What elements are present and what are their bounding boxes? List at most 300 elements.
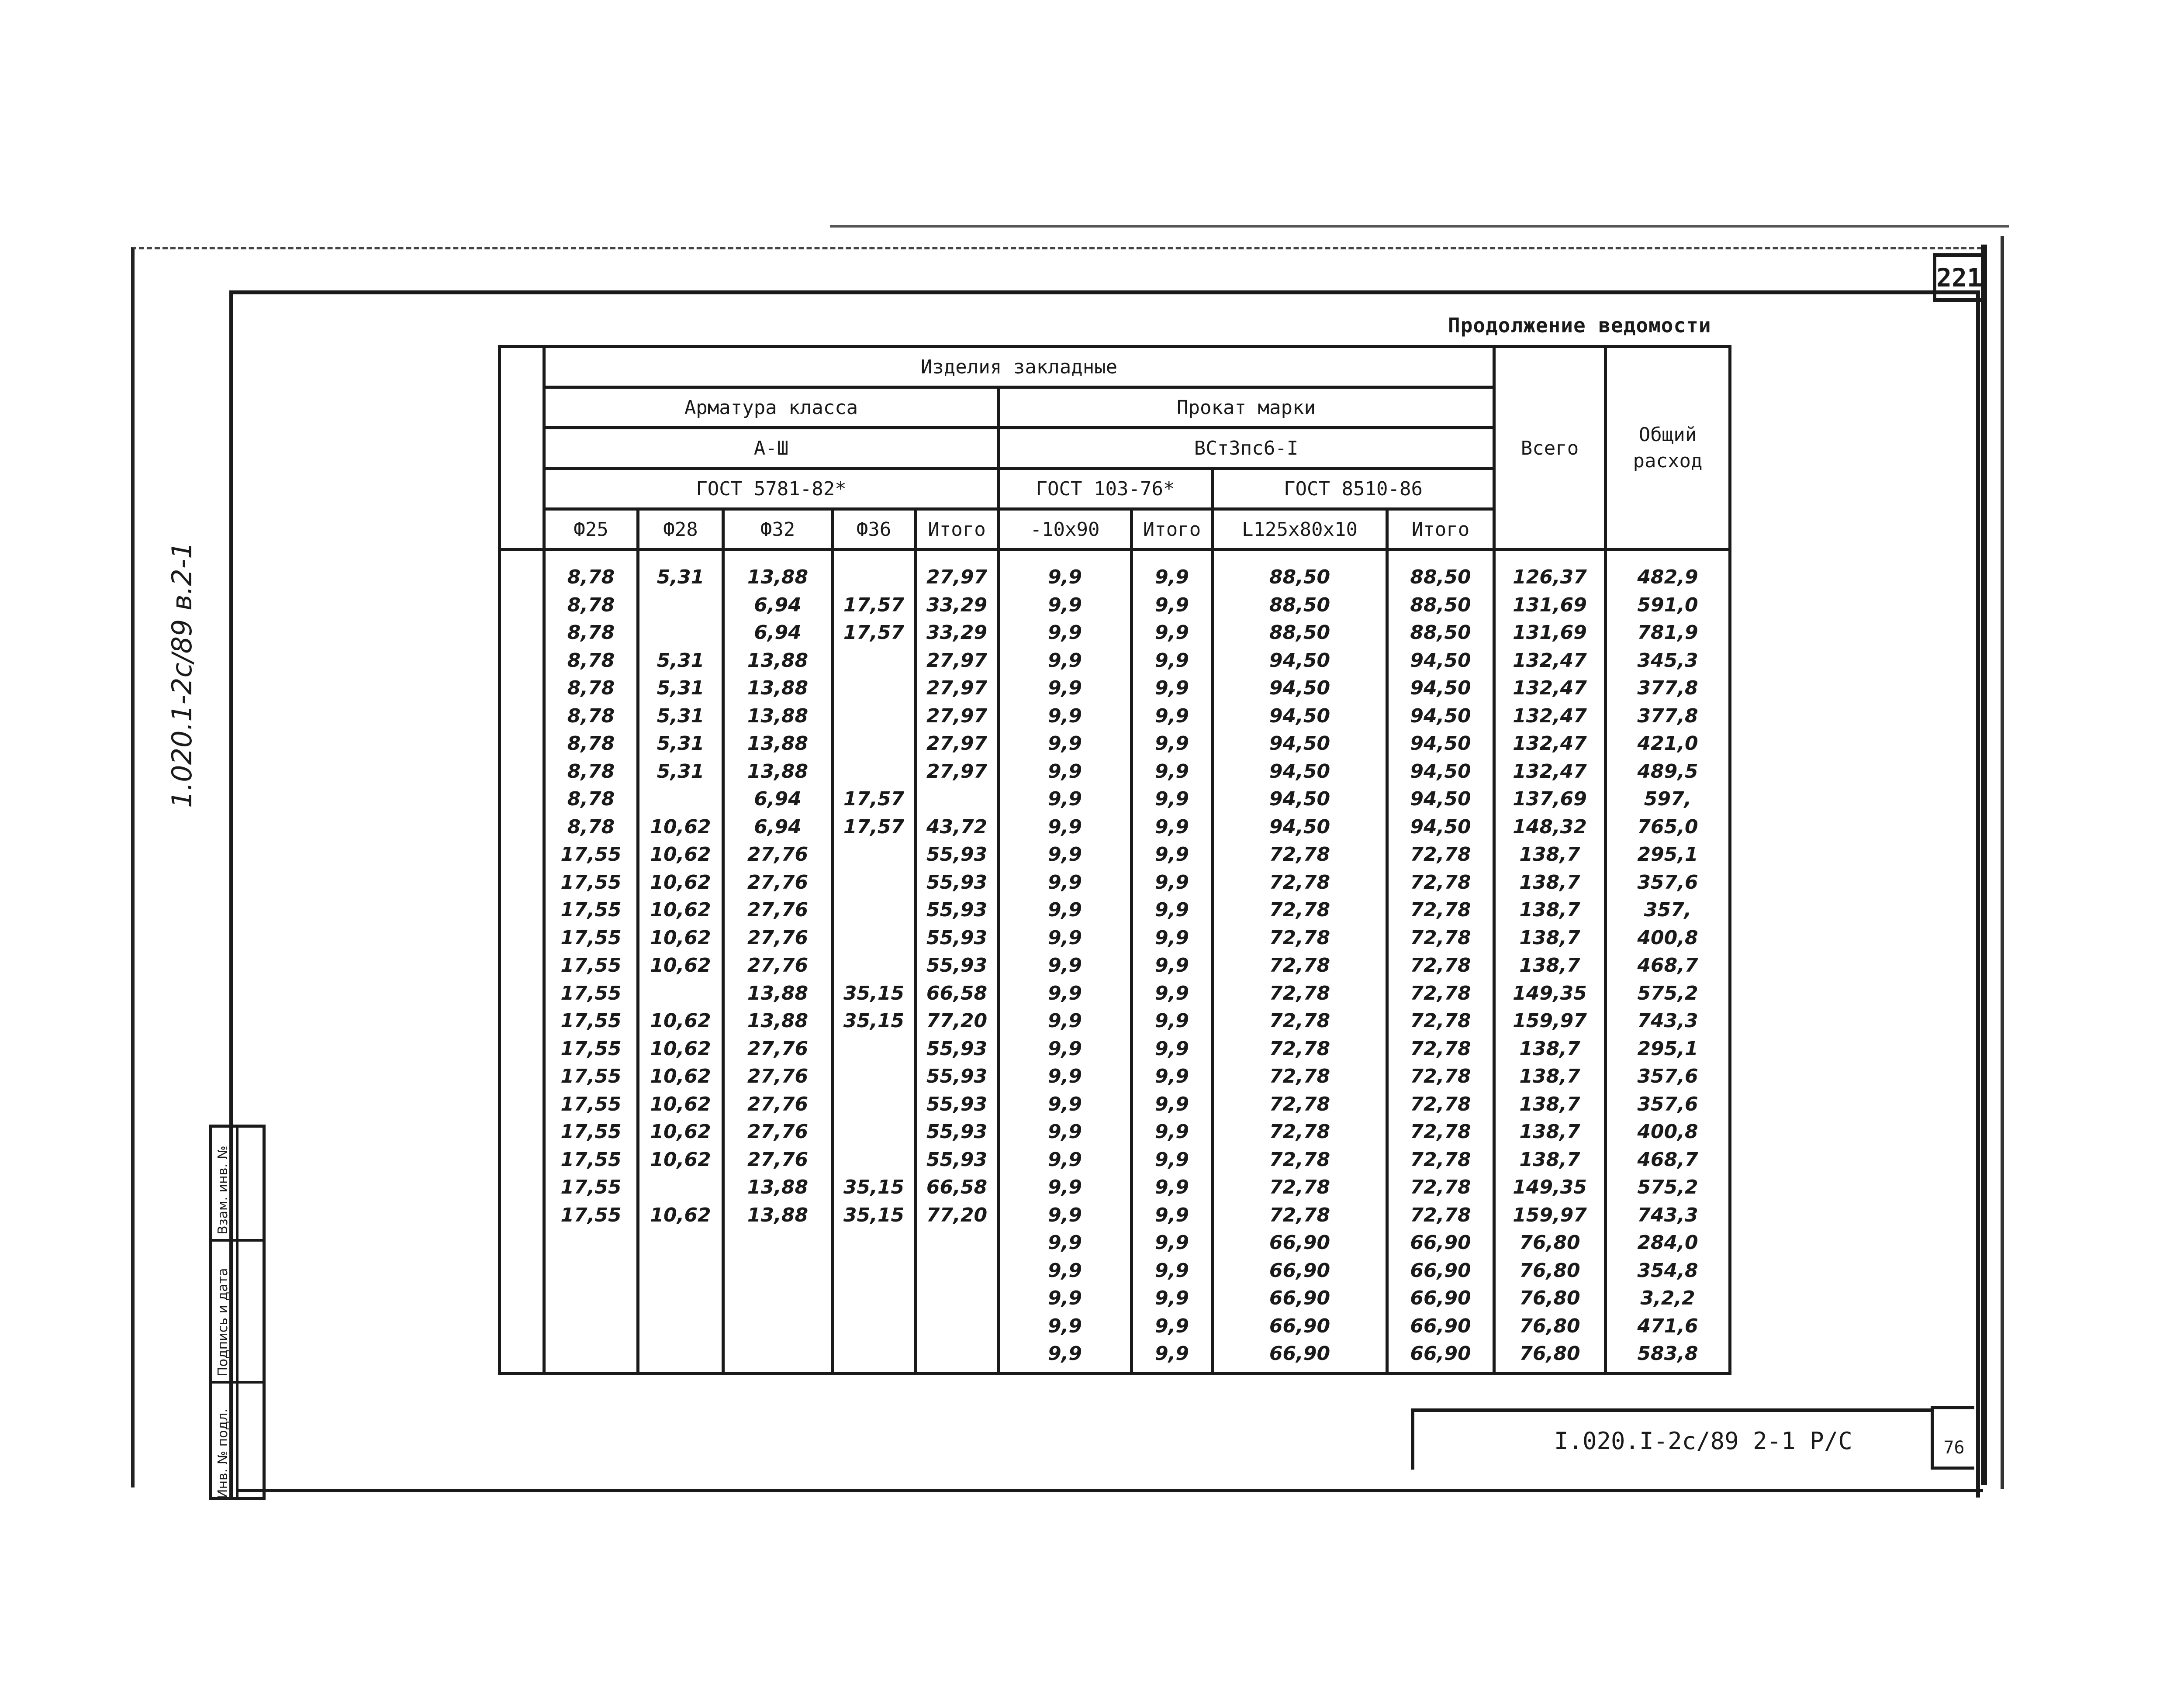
table-cell: 743,3 (1637, 1010, 1698, 1032)
table-cell: 138,7 (1519, 954, 1580, 977)
table-cell: 72,78 (1410, 1204, 1471, 1226)
table-cell: 17,55 (560, 926, 622, 949)
table-cell: 27,76 (747, 1121, 809, 1143)
table-cell: 9,9 (1155, 982, 1189, 1004)
table-cell: 482,9 (1637, 566, 1698, 588)
col-header: Итого (1387, 509, 1494, 550)
table-cell: 35,15 (843, 1204, 905, 1226)
table-cell: 10,62 (650, 1065, 711, 1087)
table-cell: 17,55 (560, 1148, 622, 1171)
table-cell: 77,20 (926, 1204, 988, 1226)
table-cell: 5,31 (657, 732, 705, 755)
table-cell (725, 1284, 831, 1312)
table-cell: 17,55 (560, 1176, 622, 1198)
table-cell: 33,29 (926, 621, 988, 644)
table-cell: 9,9 (1155, 1176, 1189, 1198)
table-cell: 72,78 (1269, 1121, 1330, 1143)
table-cell: 72,78 (1269, 1065, 1330, 1087)
table-cell: 9,9 (1155, 594, 1189, 616)
table-cell: 17,55 (560, 1037, 622, 1060)
table-cell: 94,50 (1410, 815, 1471, 838)
table-cell: 27,76 (747, 926, 809, 949)
table-cell: 17,55 (560, 982, 622, 1004)
table-cell: 489,5 (1637, 760, 1698, 783)
table-cell: 583,8 (1637, 1342, 1698, 1365)
table-cell: 9,9 (1155, 926, 1189, 949)
table-cell: 9,9 (1155, 954, 1189, 977)
table-cell: 5,31 (657, 566, 705, 588)
table-cell: 9,9 (1048, 1093, 1082, 1115)
table-cell: 9,9 (1155, 1093, 1189, 1115)
table-cell: 421,0 (1637, 732, 1698, 755)
table-cell: 55,93 (926, 899, 988, 921)
table-cell: 345,3 (1637, 649, 1698, 672)
table-cell (834, 1118, 914, 1146)
table-cell (834, 1340, 914, 1368)
table-cell (639, 785, 722, 813)
header-general: Общий расход (1606, 347, 1730, 550)
table-cell: 55,93 (926, 1037, 988, 1060)
table-cell: 13,88 (747, 1204, 809, 1226)
table-cell (834, 1063, 914, 1091)
table-cell (834, 1229, 914, 1257)
table-cell (834, 758, 914, 786)
col-header: L125x80x10 (1213, 509, 1387, 550)
table-cell: 148,32 (1513, 815, 1587, 838)
table-cell (639, 1173, 722, 1201)
stub-cell (500, 550, 544, 1374)
side-label-sign: Подпись и дата (215, 1268, 231, 1377)
table-cell: 159,97 (1513, 1010, 1587, 1032)
table-cell: 9,9 (1155, 1342, 1189, 1365)
table-cell: 9,9 (1048, 1287, 1082, 1309)
table-cell: 55,93 (926, 1093, 988, 1115)
table-cell: 10,62 (650, 1037, 711, 1060)
table-cell: 9,9 (1048, 815, 1082, 838)
table-cell: 9,9 (1155, 871, 1189, 894)
table-cell (639, 1257, 722, 1285)
table-cell: 9,9 (1048, 871, 1082, 894)
table-cell: 284,0 (1637, 1232, 1698, 1254)
table-cell: 13,88 (747, 1176, 809, 1198)
table-cell: 132,47 (1513, 732, 1587, 755)
table-cell: 17,55 (560, 899, 622, 921)
table-cell: 17,57 (843, 788, 905, 810)
table-cell: 10,62 (650, 1093, 711, 1115)
table-cell: 8,78 (567, 677, 615, 699)
table-cell (834, 952, 914, 980)
table-cell (639, 591, 722, 619)
table-cell: 9,9 (1155, 788, 1189, 810)
table-cell (834, 730, 914, 758)
table-cell: 77,20 (926, 1010, 988, 1032)
table-cell: 138,7 (1519, 1037, 1580, 1060)
table-cell: 9,9 (1048, 1148, 1082, 1171)
table-cell (834, 563, 914, 591)
table-cell (725, 1312, 831, 1340)
table-cell: 13,88 (747, 760, 809, 783)
table-cell: 9,9 (1048, 621, 1082, 644)
table-cell: 138,7 (1519, 1121, 1580, 1143)
table-cell: 66,90 (1410, 1259, 1471, 1282)
table-cell: 132,47 (1513, 649, 1587, 672)
table-cell: 66,58 (926, 1176, 988, 1198)
table-cell: 9,9 (1048, 788, 1082, 810)
table-cell: 8,78 (567, 815, 615, 838)
table-cell: 9,9 (1048, 566, 1082, 588)
table-column-cell (723, 550, 833, 1374)
table-cell (917, 1284, 997, 1312)
table-cell: 94,50 (1269, 677, 1330, 699)
statement-table-wrapper (498, 345, 1731, 1375)
column-values (917, 563, 997, 1368)
table-cell: 6,94 (754, 594, 802, 616)
table-column-cell (1606, 550, 1730, 1374)
table-cell: 138,7 (1519, 871, 1580, 894)
table-cell: 9,9 (1155, 732, 1189, 755)
table-column-cell (638, 550, 723, 1374)
table-cell: 88,50 (1269, 594, 1330, 616)
table-cell: 138,7 (1519, 1065, 1580, 1087)
table-cell: 27,76 (747, 1148, 809, 1171)
table-cell: 9,9 (1155, 566, 1189, 588)
table-cell: 9,9 (1155, 843, 1189, 866)
table-cell (834, 1257, 914, 1285)
table-column-cell (1132, 550, 1213, 1374)
table-cell: 94,50 (1410, 760, 1471, 783)
table-cell: 9,9 (1048, 1065, 1082, 1087)
table-cell (546, 1312, 636, 1340)
header-rebar-gost: ГОСТ 5781-82* (544, 469, 999, 509)
column-values (1607, 563, 1728, 1368)
side-stamp-strip (209, 1125, 266, 1500)
table-cell (834, 674, 914, 702)
table-cell: 6,94 (754, 815, 802, 838)
table-cell: 8,78 (567, 760, 615, 783)
table-cell: 9,9 (1155, 1037, 1189, 1060)
table-cell: 10,62 (650, 815, 711, 838)
table-cell: 17,55 (560, 1065, 622, 1087)
table-cell: 72,78 (1410, 1148, 1471, 1171)
table-cell: 9,9 (1048, 1259, 1082, 1282)
table-cell (725, 1229, 831, 1257)
stub-column (500, 347, 544, 550)
table-cell: 72,78 (1269, 1176, 1330, 1198)
column-values (1389, 563, 1493, 1368)
table-cell: 132,47 (1513, 760, 1587, 783)
table-cell: 66,90 (1269, 1259, 1330, 1282)
table-cell: 295,1 (1637, 1037, 1698, 1060)
table-cell (834, 1035, 914, 1063)
table-cell: 131,69 (1513, 621, 1587, 644)
table-cell: 72,78 (1410, 982, 1471, 1004)
table-cell: 743,3 (1637, 1204, 1698, 1226)
table-cell: 9,9 (1155, 1010, 1189, 1032)
col-header: -10х90 (999, 509, 1132, 550)
table-cell: 94,50 (1410, 704, 1471, 727)
table-cell: 354,8 (1637, 1259, 1698, 1282)
table-cell: 17,55 (560, 954, 622, 977)
stamp-sheet-box (1931, 1406, 1974, 1470)
table-cell (917, 1340, 997, 1368)
table-cell: 35,15 (843, 1010, 905, 1032)
table-cell: 377,8 (1637, 677, 1698, 699)
table-cell: 94,50 (1269, 788, 1330, 810)
table-cell: 138,7 (1519, 843, 1580, 866)
table-cell: 27,97 (926, 704, 988, 727)
table-cell: 8,78 (567, 566, 615, 588)
table-cell: 597, (1644, 788, 1692, 810)
top-dash-line (830, 225, 2009, 228)
table-cell: 471,6 (1637, 1315, 1698, 1337)
table-cell (834, 1091, 914, 1118)
table-cell: 9,9 (1048, 732, 1082, 755)
table-cell: 468,7 (1637, 954, 1698, 977)
column-values (1133, 563, 1211, 1368)
table-cell: 9,9 (1048, 1037, 1082, 1060)
column-values (725, 563, 831, 1368)
table-cell: 591,0 (1637, 594, 1698, 616)
table-cell: 27,76 (747, 1065, 809, 1087)
table-cell: 9,9 (1155, 1259, 1189, 1282)
table-cell: 131,69 (1513, 594, 1587, 616)
table-cell: 400,8 (1637, 926, 1698, 949)
sheet-number: 221 (1933, 253, 1986, 302)
column-values (834, 563, 914, 1368)
header-rolled-gost1: ГОСТ 103-76* (999, 469, 1213, 509)
column-values (546, 563, 636, 1368)
table-cell: 27,97 (926, 677, 988, 699)
table-cell: 9,9 (1048, 1176, 1082, 1198)
table-cell (834, 1312, 914, 1340)
col-header: Ф25 (544, 509, 638, 550)
table-cell: 149,35 (1513, 1176, 1587, 1198)
table-cell: 10,62 (650, 899, 711, 921)
table-cell: 17,57 (843, 621, 905, 644)
table-cell (639, 1229, 722, 1257)
table-cell: 9,9 (1048, 926, 1082, 949)
table-cell: 17,55 (560, 1010, 622, 1032)
table-cell: 9,9 (1048, 1121, 1082, 1143)
table-cell: 66,90 (1410, 1287, 1471, 1309)
table-cell: 88,50 (1410, 566, 1471, 588)
table-cell (917, 1312, 997, 1340)
table-cell: 13,88 (747, 649, 809, 672)
header-total: Всего (1494, 347, 1606, 550)
table-cell: 72,78 (1410, 843, 1471, 866)
table-cell: 55,93 (926, 926, 988, 949)
stamp-sheet: 76 (1943, 1438, 1965, 1458)
table-cell: 94,50 (1269, 704, 1330, 727)
table-cell: 72,78 (1269, 982, 1330, 1004)
table-cell: 72,78 (1410, 1176, 1471, 1198)
table-cell: 132,47 (1513, 677, 1587, 699)
table-cell: 72,78 (1410, 1065, 1471, 1087)
table-cell: 72,78 (1410, 1121, 1471, 1143)
table-cell: 72,78 (1410, 954, 1471, 977)
table-cell (546, 1340, 636, 1368)
table-cell: 10,62 (650, 954, 711, 977)
table-cell: 8,78 (567, 732, 615, 755)
table-cell: 6,94 (754, 788, 802, 810)
table-cell: 9,9 (1155, 1148, 1189, 1171)
table-cell: 27,97 (926, 566, 988, 588)
table-body (500, 550, 1730, 1374)
table-cell: 27,97 (926, 649, 988, 672)
table-cell: 357, (1644, 899, 1692, 921)
table-cell: 66,90 (1269, 1232, 1330, 1254)
table-cell: 9,9 (1048, 677, 1082, 699)
table-cell (546, 1229, 636, 1257)
table-cell: 76,80 (1519, 1342, 1580, 1365)
table-cell: 5,31 (657, 760, 705, 783)
table-cell: 357,6 (1637, 1093, 1698, 1115)
header-rebar-class: А-Ш (544, 428, 999, 469)
column-values (639, 563, 722, 1368)
table-cell: 9,9 (1155, 649, 1189, 672)
table-cell: 35,15 (843, 982, 905, 1004)
side-label-inv: Инв. № подл. (215, 1408, 231, 1499)
table-cell: 10,62 (650, 843, 711, 866)
stamp-code: I.020.I-2с/89 2-1 Р/С (1554, 1427, 1852, 1455)
table-cell: 138,7 (1519, 1093, 1580, 1115)
table-cell: 94,50 (1410, 649, 1471, 672)
table-cell: 9,9 (1155, 704, 1189, 727)
table-cell (917, 1229, 997, 1257)
title-block-stamp (1411, 1408, 1931, 1470)
table-cell: 357,6 (1637, 1065, 1698, 1087)
table-cell: 13,88 (747, 704, 809, 727)
table-cell: 72,78 (1269, 843, 1330, 866)
table-cell: 17,55 (560, 871, 622, 894)
table-cell: 13,88 (747, 677, 809, 699)
table-cell: 72,78 (1269, 1093, 1330, 1115)
header-rolled-gost2: ГОСТ 8510-86 (1213, 469, 1494, 509)
table-column-cell (1213, 550, 1387, 1374)
table-cell: 55,93 (926, 954, 988, 977)
table-cell: 10,62 (650, 1121, 711, 1143)
table-cell: 27,76 (747, 1093, 809, 1115)
table-cell: 9,9 (1155, 677, 1189, 699)
table-cell (639, 619, 722, 647)
table-cell: 9,9 (1048, 760, 1082, 783)
table-cell: 66,90 (1410, 1232, 1471, 1254)
table-cell: 13,88 (747, 732, 809, 755)
table-cell: 5,31 (657, 704, 705, 727)
table-column-cell (1387, 550, 1494, 1374)
table-cell (834, 869, 914, 897)
table-cell: 8,78 (567, 649, 615, 672)
vertical-document-code: 1.020.1-2с/89 в.2-1 (166, 542, 198, 808)
table-cell (546, 1257, 636, 1285)
table-cell: 72,78 (1410, 871, 1471, 894)
table-cell: 5,31 (657, 677, 705, 699)
table-cell: 55,93 (926, 871, 988, 894)
table-cell: 3,2,2 (1640, 1287, 1695, 1309)
side-label-replace: Взам. инв. № (215, 1146, 231, 1235)
header-rolled-grade: ВСт3пс6-I (999, 428, 1494, 469)
table-cell: 72,78 (1269, 926, 1330, 949)
table-cell: 9,9 (1048, 1204, 1082, 1226)
table-cell: 9,9 (1048, 1342, 1082, 1365)
table-cell: 9,9 (1048, 1232, 1082, 1254)
table-cell: 55,93 (926, 1121, 988, 1143)
table-cell (725, 1257, 831, 1285)
table-cell: 27,76 (747, 871, 809, 894)
table-cell (639, 1312, 722, 1340)
table-cell: 35,15 (843, 1176, 905, 1198)
table-cell (834, 924, 914, 952)
table-cell: 8,78 (567, 594, 615, 616)
table-cell: 377,8 (1637, 704, 1698, 727)
table-cell: 33,29 (926, 594, 988, 616)
table-cell: 9,9 (1048, 594, 1082, 616)
table-cell: 72,78 (1269, 1204, 1330, 1226)
bottom-line (236, 1489, 1983, 1492)
table-cell: 17,55 (560, 1204, 622, 1226)
side-stamp-divider (212, 1239, 263, 1242)
table-cell: 295,1 (1637, 843, 1698, 866)
table-cell: 10,62 (650, 871, 711, 894)
table-column-cell (1494, 550, 1606, 1374)
table-cell: 6,94 (754, 621, 802, 644)
table-cell: 27,76 (747, 954, 809, 977)
table-cell: 9,9 (1155, 621, 1189, 644)
table-cell: 9,9 (1155, 1232, 1189, 1254)
table-cell: 27,97 (926, 760, 988, 783)
table-cell: 17,55 (560, 1093, 622, 1115)
table-cell: 17,55 (560, 843, 622, 866)
table-cell: 55,93 (926, 1065, 988, 1087)
frame-right-rail (1981, 245, 1987, 1485)
table-cell: 27,76 (747, 1037, 809, 1060)
table-cell: 400,8 (1637, 1121, 1698, 1143)
table-cell: 9,9 (1048, 954, 1082, 977)
table-cell: 13,88 (747, 982, 809, 1004)
table-cell: 5,31 (657, 649, 705, 672)
table-cell: 13,88 (747, 566, 809, 588)
table-cell: 94,50 (1269, 732, 1330, 755)
table-cell: 43,72 (926, 815, 988, 838)
table-cell: 9,9 (1155, 1204, 1189, 1226)
table-cell: 781,9 (1637, 621, 1698, 644)
continuation-title: Продолжение ведомости (1448, 314, 1711, 337)
header-rebar-title: Арматура класса (544, 387, 999, 428)
table-cell: 10,62 (650, 1204, 711, 1226)
table-cell: 126,37 (1513, 566, 1587, 588)
col-header: Ф36 (833, 509, 916, 550)
table-cell: 357,6 (1637, 871, 1698, 894)
table-cell: 76,80 (1519, 1315, 1580, 1337)
table-cell: 9,9 (1048, 1010, 1082, 1032)
table-cell: 9,9 (1155, 1065, 1189, 1087)
table-cell: 9,9 (1048, 704, 1082, 727)
header-group: Изделия закладные (544, 347, 1494, 387)
table-column-cell (544, 550, 638, 1374)
table-cell: 94,50 (1410, 677, 1471, 699)
column-values (1214, 563, 1386, 1368)
statement-table (498, 345, 1731, 1375)
table-cell: 13,88 (747, 1010, 809, 1032)
table-cell: 66,90 (1410, 1342, 1471, 1365)
table-cell (639, 1340, 722, 1368)
table-cell: 76,80 (1519, 1287, 1580, 1309)
table-column-cell (833, 550, 916, 1374)
table-cell: 138,7 (1519, 899, 1580, 921)
table-cell (546, 1284, 636, 1312)
table-cell: 66,90 (1269, 1342, 1330, 1365)
table-cell: 9,9 (1048, 982, 1082, 1004)
